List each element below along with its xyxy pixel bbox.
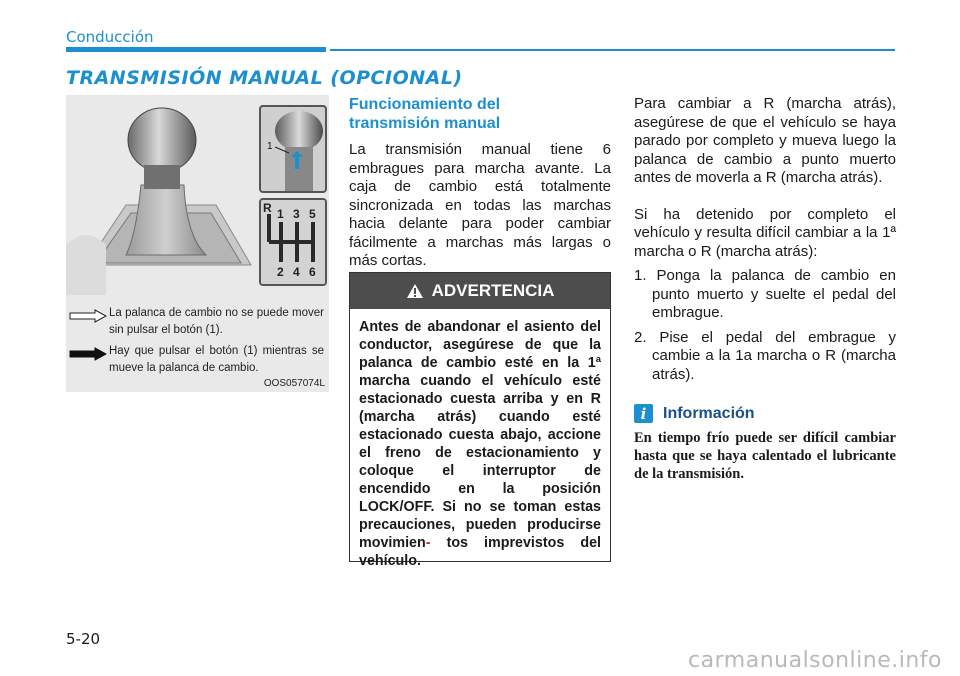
- intro-paragraph: La transmisión manual tiene 6 embragues para marcha avante. La caja de cambio está totalmente sincronizada en todas las marchas hacia delante para poder cambiar fácilmente a marchas más largas o más cortas.: [349, 141, 611, 269]
- right-column: [634, 95, 896, 384]
- step-2: 2. Pise el pedal del embrague y cambie a la 1a marcha o R (marcha atrás).: [634, 328, 896, 383]
- difficulty-paragraph: Si ha detenido por completo el vehículo y resulta difícil cambiar a la 1ª marcha o R (marcha atrás):: [634, 205, 896, 260]
- gear-label-4: 4: [293, 265, 300, 279]
- figure-panel: [66, 95, 329, 392]
- section-rule-thick: [66, 47, 326, 52]
- info-title: Información: [663, 404, 755, 422]
- inset-button-detail: [259, 105, 327, 193]
- caption-text-2: Hay que pulsar el botón (1) mientras se mueve la palanca de cambio.: [109, 345, 324, 374]
- gear-label-5: 5: [309, 207, 316, 221]
- subheading-line-2: transmisión manual: [349, 115, 501, 132]
- step-1: 1. Ponga la palanca de cambio en punto muerto y suelte el pedal del embrague.: [634, 267, 896, 321]
- warning-hyphen: -: [425, 535, 431, 551]
- gear-label-r: R: [263, 201, 272, 215]
- reverse-paragraph: Para cambiar a R (marcha atrás), asegúrese de que el vehículo se haya parado por completo y mueva luego la palanca de cambio a punto muerto antes de moverla a R (marcha atrás).: [634, 95, 896, 186]
- outline-arrow-icon: [69, 309, 107, 323]
- gear-label-1: 1: [277, 207, 284, 221]
- gear-label-6: 6: [309, 265, 316, 279]
- gear-label-3: 3: [293, 207, 300, 221]
- subheading: [349, 95, 611, 133]
- warning-text-end: tos imprevistos del vehículo.: [359, 535, 601, 569]
- warning-text: Antes de abandonar el asiento del conductor, asegúrese de que la palanca de cambio esté en la 1ª marcha cuando el vehículo esté estacionado cuesta arriba y en R (marcha atrás) cuando esté estacionado cuesta abajo, accione el freno de estacionamiento y coloque el interruptor de encendido en la posición LOCK/OFF. Si no se toman estas precauciones, pueden producirse movimien: [359, 319, 601, 551]
- page-title: TRANSMISIÓN MANUAL (OPCIONAL): [66, 67, 463, 89]
- section-label: Conducción: [66, 28, 154, 46]
- gear-label-2: 2: [277, 265, 284, 279]
- caption-text-1: La palanca de cambio no se puede mover sin pulsar el botón (1).: [109, 307, 324, 336]
- info-icon: i: [634, 404, 653, 423]
- filled-arrow-icon: [69, 347, 107, 361]
- inset-shift-pattern: [259, 198, 327, 286]
- info-heading: [634, 404, 755, 423]
- watermark: carmanualsonline.info: [688, 648, 942, 673]
- inset-callout-number: 1: [267, 141, 273, 152]
- middle-column: [349, 95, 611, 271]
- warning-title: ADVERTENCIA: [431, 281, 555, 300]
- gear-shift-illustration: [66, 95, 256, 295]
- warning-box: [349, 272, 611, 569]
- warning-header: [350, 273, 610, 309]
- page-number: 5-20: [66, 630, 101, 648]
- warning-triangle-icon: [406, 283, 424, 299]
- info-body: En tiempo frío puede ser difícil cambiar hasta que se haya calentado el lubricante de la transmisión.: [634, 430, 896, 482]
- figure-code: OOS057074L: [263, 378, 325, 389]
- subheading-line-1: Funcionamiento del: [349, 96, 501, 113]
- section-rule-thin: [330, 49, 895, 51]
- warning-body: [350, 309, 610, 570]
